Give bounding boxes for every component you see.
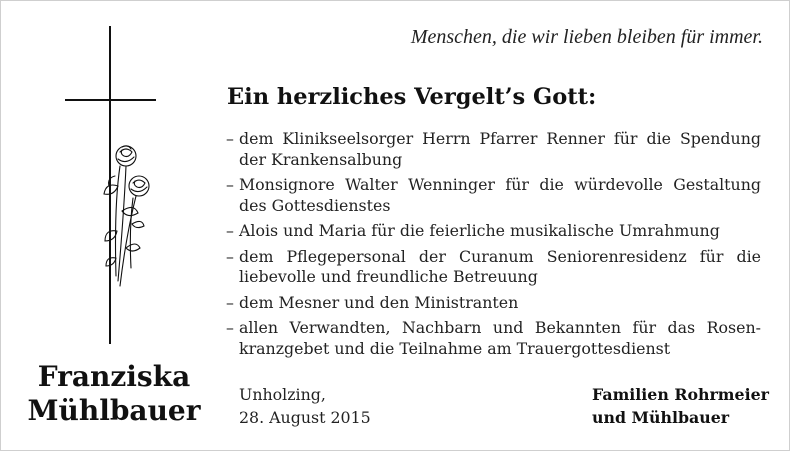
thanks-text: allen Verwandten, Nachbarn und Bekannten für das Rosenkranzgebet und die Teilnahme am Trauergottesdienst xyxy=(239,318,761,358)
list-item xyxy=(226,221,761,242)
deceased-last-name: Mühlbauer xyxy=(27,394,201,427)
dash: – xyxy=(226,221,234,240)
thanks-text: Alois und Maria für die feierliche musikalische Umrahmung xyxy=(239,221,720,240)
list-item xyxy=(226,293,761,314)
thanks-text: dem Pflegepersonal der Curanum Seniorenresidenz für die liebevolle und freundliche Betreuung xyxy=(239,246,761,286)
thanks-text: dem Klinikseelsorger Herrn Pfarrer Renner für die Spendung der Krankensalbung xyxy=(239,129,761,169)
thanks-text: dem Mesner und den Ministranten xyxy=(239,292,519,312)
cross-and-roses xyxy=(60,26,160,356)
families-line-2: und Mühlbauer xyxy=(592,408,730,427)
dash: – xyxy=(226,175,234,194)
list-item xyxy=(226,175,761,216)
cross-icon xyxy=(60,26,160,356)
dash: – xyxy=(226,246,234,266)
dash: – xyxy=(226,292,234,312)
dash: – xyxy=(226,318,234,337)
families-line-1: Familien Rohrmeier xyxy=(592,385,769,404)
motto: Menschen, die wir lieben bleiben für immer. xyxy=(410,26,763,48)
thanks-text: Monsignore Walter Wenninger für die würdevolle Gestaltung des Gottesdienstes xyxy=(239,175,761,215)
list-item xyxy=(226,247,761,288)
place: Unholzing, xyxy=(239,385,326,404)
list-item xyxy=(226,129,761,170)
place-and-date xyxy=(239,383,371,429)
dash: – xyxy=(226,129,234,148)
list-item xyxy=(226,318,761,359)
deceased-first-name: Franziska xyxy=(37,360,191,393)
deceased-name xyxy=(24,360,204,428)
thanks-list xyxy=(226,129,761,364)
families-signature xyxy=(592,383,769,429)
date: 28. August 2015 xyxy=(239,408,371,427)
thanks-heading: Ein herzliches Vergelt’s Gott: xyxy=(227,84,597,110)
